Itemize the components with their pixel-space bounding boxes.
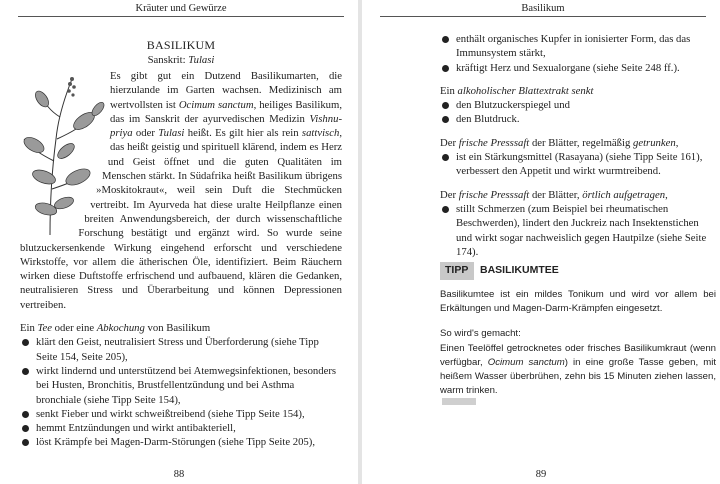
tea-lead-abkochung: Abkochung [96, 322, 145, 335]
juice2-text-2: der Blätter, [529, 188, 583, 201]
bullet-icon [22, 368, 29, 375]
intro-text-3: oder [132, 127, 159, 140]
list-item [20, 364, 342, 407]
list-item-text: hemmt Entzündungen und wirkt antibakteriell, [36, 422, 236, 435]
list-item [20, 421, 342, 435]
juice2-em-2: örtlich aufgetragen [582, 188, 666, 201]
section-title: BASILIKUM [146, 38, 216, 52]
list-item-text: senkt Fieber und wirkt schweißtreibend (siehe Tipp Seite 154), [36, 407, 305, 420]
intro-sattvisch: sattvisch [301, 127, 340, 140]
list-item [440, 150, 712, 179]
juice2-lead [440, 188, 712, 202]
tipp-intro: Basilikumtee ist ein mildes Tonikum und wird vor allem bei Erkältungen und Magen-Darm-Krämpfen eingesetzt. [440, 289, 716, 315]
bullet-icon [22, 425, 29, 432]
list-item [440, 202, 712, 259]
bullet-icon [442, 154, 449, 161]
right-body [440, 32, 712, 259]
list-item-text: klärt den Geist, neutralisiert Stress und Überforderung (siehe Tipp Seite 154, Seite 205), [36, 336, 319, 363]
tipp-howto-title: So wird's gemacht: [440, 328, 521, 340]
extract-lead [440, 84, 712, 98]
list-item [20, 335, 342, 364]
extract-lead-text: Ein [440, 84, 458, 97]
top-effects-list [440, 32, 712, 75]
tipp-label: TIPP [445, 264, 469, 276]
tea-lead-text-1: Ein [20, 322, 38, 335]
intro-vishnu-priya: Vishnu-priya [110, 112, 342, 140]
intro-tulasi: Tulasi [158, 127, 185, 140]
bullet-icon [442, 36, 449, 43]
list-item-text: löst Krämpfe bei Magen-Darm-Störungen (siehe Tipp Seite 205), [36, 436, 316, 449]
juice1-text-2: der Blätter, regelmäßig [529, 136, 633, 149]
running-head-right: Basilikum [380, 2, 706, 17]
tea-lead-text-3: von Basilikum [144, 322, 211, 335]
juice1-text-3: , [675, 136, 679, 149]
left-body [20, 38, 342, 450]
list-item-text: ist ein Stärkungsmittel (Rasayana) (siehe Tipp Seite 161), verbessert den Appetit und wirkt wurmtreibend. [456, 151, 703, 178]
bullet-icon [442, 116, 449, 123]
bullet-icon [442, 206, 449, 213]
list-item [440, 61, 712, 75]
list-item [20, 407, 342, 421]
intro-text-2: , heiliges Basilikum, das im Sanskrit der ayurvedischen Medizin [110, 98, 342, 125]
juice1-lead [440, 136, 712, 150]
page-number-right: 89 [535, 469, 547, 480]
juice1-list [440, 150, 712, 179]
list-item [20, 435, 342, 449]
sanskrit-line [20, 53, 342, 67]
extract-list [440, 98, 712, 127]
list-item-text: enthält organisches Kupfer in ionisierter Form, das das Immunsystem stärkt, [456, 33, 691, 60]
tipp-howto-text [440, 342, 716, 399]
list-item [440, 112, 712, 126]
running-head-left: Kräuter und Gewürze [18, 2, 344, 17]
juice2-text-1: Der [440, 188, 459, 201]
juice1-em-1: frische Presssaft [458, 136, 530, 149]
list-item-text: wirkt lindernd und unterstützend bei Atemwegsinfektionen, besonders bei Husten, Bronchitis, Brustfellentzündung und bei Asthma bronchiale (siehe Tipp Seite 154), [36, 364, 337, 406]
tipp-howto-species: Ocimum sanctum [487, 356, 565, 368]
intro-text-4: heißt. Es gilt hier als rein [184, 127, 302, 140]
bullet-icon [22, 411, 29, 418]
tipp-howto-text-2: ) in eine große Tasse geben, mit heißem Wasser überbrühen, zehn bis 15 Minuten ziehen lassen, warm trinken. [440, 356, 716, 397]
bullet-icon [22, 439, 29, 446]
list-item-text: den Blutdruck. [456, 113, 520, 126]
tipp-header [440, 262, 716, 280]
bullet-icon [442, 65, 449, 72]
list-item [440, 32, 712, 61]
bullet-icon [22, 339, 29, 346]
juice1-em-2: getrunken [633, 136, 676, 149]
page-number-left: 88 [173, 469, 185, 480]
intro-text-1: Es gibt gut ein Dutzend Basilikumarten, die hierzulande im Garten wachsen. Medizinisch am wertvollsten ist [110, 70, 342, 111]
sanskrit-name: Tulasi [188, 54, 215, 66]
list-item-text: stillt Schmerzen (zum Beispiel bei rheumatischen Beschwerden), lindert den Juckreiz nach Insektenstichen und wirkt sogar nachweislich gegen Hautpilze (siehe Seite 174). [456, 202, 707, 258]
sanskrit-label: Sanskrit: [147, 54, 189, 66]
juice2-text-3: , [665, 188, 668, 201]
juice1-text-1: Der [440, 136, 459, 149]
tea-lead-text-2: oder eine [51, 322, 97, 335]
intro-text-5: , das heißt geistig und spirituell klärend, indem es Herz und Geist öffnet und die guten Qualitäten im Menschen stärkt. In Südafrika heißt Basilikum übrigens »Moskitokraut«, weil sein Duft die Stechmücken vertreibt. Im Ayurveda hat diese uralte Heilpflanze einen breiten Anwendungsbereich, der durch wissenschaftliche Forschung bestätigt und ergänzt wird. So wurde seine blutzuckersenkende Wirkung eingehend erforscht und verschiedene Wirkstoffe, vor allem die ätherischen Öle, identifiziert. Beim Räuchern wirken diese Duftstoffe erfrischend und aufbauend, klären die Gedanken, neutralisieren Stress und Überarbeitung und können Depressionen vertreiben. [20, 127, 342, 311]
tea-effects-list [20, 335, 342, 449]
bullet-icon [442, 102, 449, 109]
tipp-howto-text-1: Einen Teelöffel getrocknetes oder frisches Basilikumkraut (wenn verfügbar, [440, 342, 716, 368]
list-item [440, 98, 712, 112]
tea-lead [20, 321, 342, 335]
tea-lead-tee: Tee [37, 322, 52, 335]
tipp-title: BASILIKUMTEE [480, 264, 559, 276]
tipp-body [440, 288, 716, 398]
tipp-end-bar [442, 398, 476, 405]
list-item-text: den Blutzuckerspiegel und [456, 99, 570, 112]
intro-species: Ocimum sanctum [178, 98, 254, 111]
extract-lead-em: alkoholischer Blattextrakt senkt [457, 84, 594, 97]
juice2-em-1: frische Presssaft [458, 188, 530, 201]
list-item-text: kräftigt Herz und Sexualorgane (siehe Seite 248 ff.). [456, 61, 680, 74]
juice2-list [440, 202, 712, 259]
left-page [0, 0, 358, 484]
